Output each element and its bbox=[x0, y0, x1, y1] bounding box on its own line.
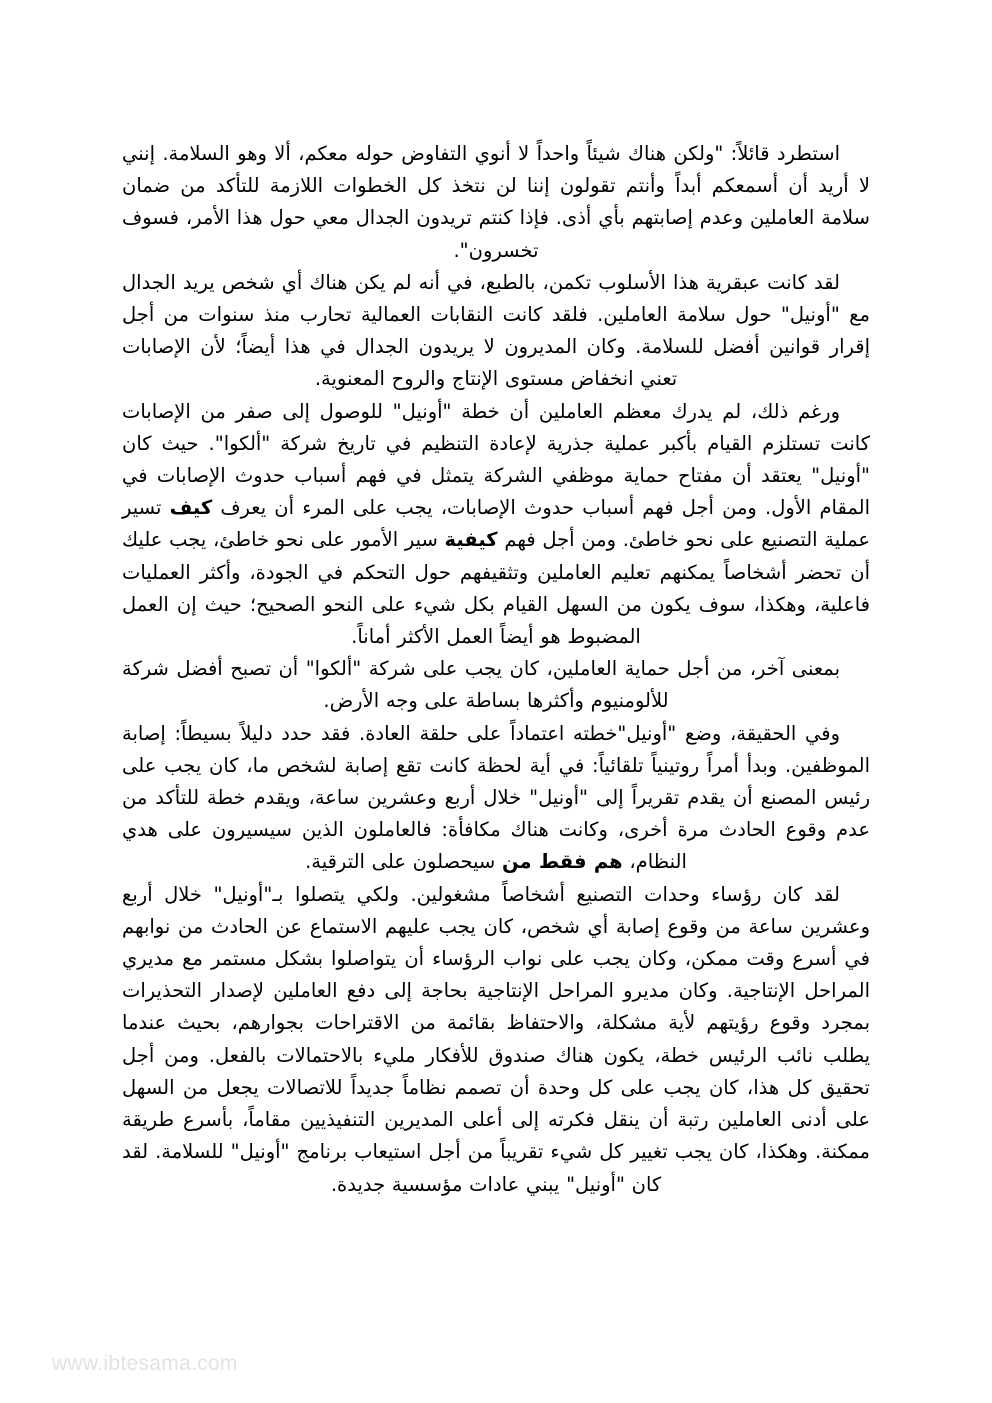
paragraph-3 bbox=[122, 396, 870, 654]
paragraph-4-text: بمعنى آخر، من أجل حماية العاملين، كان يجب على شركة "ألكوا" أن تصبح أفضل شركة للألومنيوم وأكثرها بساطة على وجه الأرض. bbox=[122, 657, 840, 713]
site-watermark: www.ibtesama.com bbox=[52, 1352, 238, 1375]
paragraph-3-segment-3: سير الأمور على نحو خاطئ، يجب عليك أن تحضر أشخاصاً يمكنهم تعليم العاملين وتثقيفهم حول التحكم في الجودة، وأكثر العمليات فاعلية، وهكذا، سوف يكون من السهل القيام بكل شيء على النحو الصحيح؛ حيث إن العمل المضبوط هو أيضاً العمل الأكثر أماناً. bbox=[122, 528, 870, 649]
paragraph-2-text: لقد كانت عبقرية هذا الأسلوب تكمن، بالطبع، في أنه لم يكن هناك أي شخص يريد الجدال مع "أونيل" حول سلامة العاملين. فلقد كانت النقابات العمالية تحارب منذ سنوات من أجل إقرار قوانين أفضل للسلامة. وكان المديرون لا يريدون الجدال في هذا أيضاً؛ لأن الإصابات تعني انخفاض مستوى الإنتاج والروح المعنوية. bbox=[122, 270, 870, 391]
document-body bbox=[122, 138, 870, 1201]
paragraph-6-text: لقد كان رؤساء وحدات التصنيع أشخاصاً مشغولين. ولكي يتصلوا بـ"أونيل" خلال أربع وعشرين ساعة من وقوع إصابة أي شخص، كان يجب عليهم الاستماع عن الحادث من نوابهم في أسرع وقت ممكن، وكان يجب على نواب الرؤساء أن يتواصلوا بشكل مستمر مع مديري المراحل الإنتاجية. وكان مديرو المراحل الإنتاجية بحاجة إلى دفع العاملين لإصدار التحذيرات بمجرد وقوع رؤيتهم لأية مشكلة، والاحتفاظ بقائمة من الاقتراحات بجوارهم، بحيث عندما يطلب نائب الرئيس خطة، يكون هناك صندوق للأفكار مليء بالاحتمالات بالفعل. ومن أجل تحقيق كل هذا، كان يجب على كل وحدة أن تصمم نظاماً جديداً للاتصالات يجعل من السهل على أدنى العاملين رتبة أن ينقل فكرته إلى أعلى المديرين التنفيذيين مقاماً، بأسرع طريقة ممكنة. وهكذا، كان يجب تغيير كل شيء تقريباً من أجل استيعاب برنامج "أونيل" للسلامة. لقد كان "أونيل" يبني عادات مؤسسية جديدة. bbox=[122, 882, 870, 1196]
paragraph-1 bbox=[122, 138, 870, 267]
paragraph-3-segment-2: تسير عملية التصنيع على نحو خاطئ. ومن أجل فهم bbox=[122, 496, 870, 552]
paragraph-4 bbox=[122, 653, 870, 717]
paragraph-3-emphasis-kayfiyya: كيفية bbox=[444, 528, 498, 552]
paragraph-5-emphasis-hum-faqat-min: هم فقط من bbox=[501, 850, 623, 874]
paragraph-6 bbox=[122, 879, 870, 1201]
paragraph-3-emphasis-kayfa: كيف bbox=[169, 496, 213, 520]
paragraph-1-text: استطرد قائلاً: "ولكن هناك شيئاً واحداً لا أنوي التفاوض حوله معكم، ألا وهو السلامة. إنني لا أريد أن أسمعكم أبداً وأنتم تقولون إننا لن نتخذ كل الخطوات اللازمة للتأكد من ضمان سلامة العاملين وعدم إصابتهم بأي أذى. فإذا كنتم تريدون الجدال معي حول هذا الأمر، فسوف تخسرون". bbox=[122, 142, 870, 262]
paragraph-5-segment-1: وفي الحقيقة، وضع "أونيل"خطته اعتماداً على حلقة العادة. فقد حدد دليلاً بسيطاً: إصابة الموظفين. وبدأ أمراً روتينياً تلقائياً: في أية لحظة كانت تقع إصابة لشخص ما، كان يجب على رئيس المصنع أن يقدم تقريراً إلى "أونيل" خلال أربع وعشرين ساعة، ويقدم خطة للتأكد من عدم وقوع الحادث مرة أخرى، وكانت هناك مكافأة: فالعاملون الذين سيسيرون على هدي النظام، bbox=[122, 721, 870, 874]
paragraph-5-segment-2: سيحصلون على الترقية. bbox=[305, 850, 502, 874]
paragraph-3-segment-1: ورغم ذلك، لم يدرك معظم العاملين أن خطة "أونيل" للوصول إلى صفر من الإصابات كانت تستلزم القيام بأكبر عملية جذرية لإعادة التنظيم في تاريخ شركة "ألكوا". حيث كان "أونيل" يعتقد أن مفتاح حماية موظفي الشركة يتمثل في فهم أسباب حدوث الإصابات في المقام الأول. ومن أجل فهم أسباب حدوث الإصابات، يجب على المرء أن يعرف bbox=[122, 399, 871, 520]
paragraph-5 bbox=[122, 718, 870, 879]
paragraph-2 bbox=[122, 267, 870, 396]
